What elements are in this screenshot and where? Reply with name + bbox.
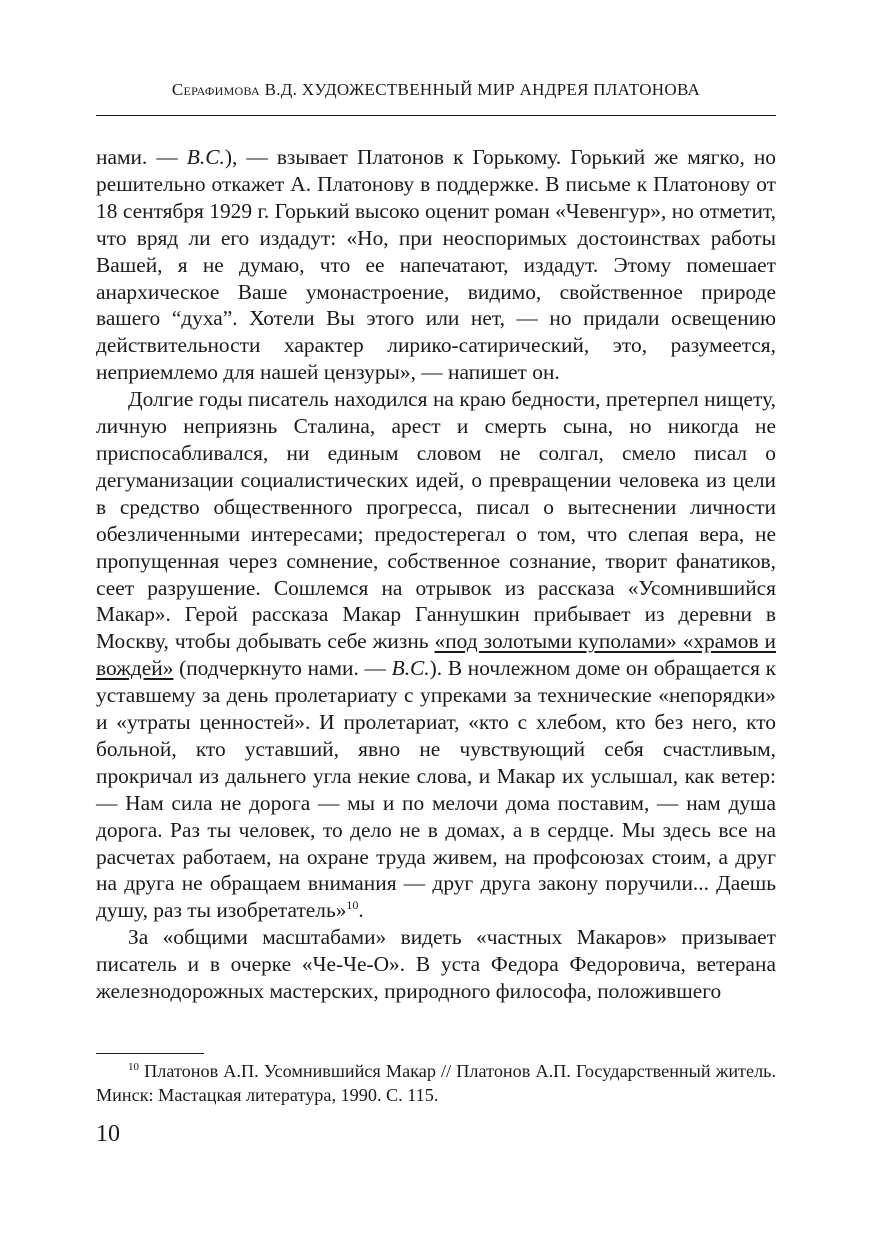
- header-title: В.Д. ХУДОЖЕСТВЕННЫЙ МИР АНДРЕЯ ПЛАТОНОВА: [264, 80, 701, 99]
- paragraph-2-part: ). В ночлежном доме он обращается к уставшему за день пролетариату с упреками за технические «непорядки» и «утраты ценностей». И пролетариат, «кто с хлебом, кто без него, кто больной, кто уставший, явно не чувствующий себя счастливым, прокричал из дальнего угла некие слова, и Макар их услышал, как ветер: — Нам сила не дорога — мы и по мелочи дома поставим, — нам душа дорога. Раз ты человек, то дело не в домах, а в сердце. Мы здесь все на расчетах работаем, на охране труда живем, на профсоюзах стоим, а друг на друга не обращаем внимания — друг друга закону поручили... Даешь душу, раз ты изобретатель»: [96, 656, 776, 923]
- initials-italic: В.С.: [186, 145, 225, 169]
- paragraph-1: [96, 144, 776, 386]
- header-divider: [96, 115, 776, 116]
- paragraph-3: За «общими масштабами» видеть «частных Макаров» призывает писатель и в очерке «Че-Че-О». В уста Федора Федоровича, ветерана железнодорожных мастерских, природного философа, положившего: [96, 925, 776, 1004]
- header-author: Серафимова: [171, 80, 261, 99]
- paragraph-2-part: Долгие годы писатель находился на краю бедности, претерпел нищету, личную неприязнь Сталина, арест и смерть сына, но никогда не приспосабливался, ни единым словом не солгал, смело писал о дегуманизации социалистических идей, о превращении человека из цели в средство общественного прогресса, писал о вытеснении личности обезличенными интересами; предостерегал о том, что слепая вера, не пропущенная через сомнение, собственное сознание, творит фанатиков, сеет разрушение. Сошлемся на отрывок из рассказа «Усомнившийся Макар». Герой рассказа Макар Ганнушкин прибывает из деревни в Москву, чтобы добывать себе жизнь: [96, 387, 776, 654]
- footnote-number: 10: [128, 1060, 139, 1073]
- footnote: [96, 1059, 776, 1107]
- footnote-reference[interactable]: 10: [346, 898, 359, 913]
- paragraph-1-part: нами. —: [96, 145, 187, 169]
- paragraph-1-part: ), — взывает Платонов к Горькому. Горький же мягко, но решительно откажет А. Платонову в поддержке. В письме к Платонову от 18 сентября 1929 г. Горький высоко оценит роман «Чевенгур», но отметит, что вряд ли его издадут: «Но, при неоспоримых достоинствах работы Вашей, я не думаю, что ее напечатают, издадут. Этому помешает анархическое Ваше умонастроение, видимо, свойственное природе вашего “духа”. Хотели Вы этого или нет, — но придали освещению действительности характер лирико-сатирический, это, разумеется, неприемлемо для нашей цензуры», — напишет он.: [96, 145, 776, 385]
- paragraph-2: [96, 386, 776, 924]
- running-header: [96, 80, 776, 100]
- footnote-divider: [96, 1053, 204, 1054]
- underlined-quote: «под золотыми куполами» «храмов и вождей»: [96, 629, 776, 681]
- paragraph-2-part: .: [358, 898, 364, 923]
- initials-italic: В.С.: [391, 656, 430, 681]
- footnote-text: Платонов А.П. Усомнившийся Макар // Платонов А.П. Государственный житель. Минск: Мастацкая литература, 1990. С. 115.: [96, 1061, 776, 1105]
- main-text: [96, 144, 776, 1005]
- paragraph-2-part: (подчеркнуто нами. —: [173, 656, 392, 681]
- page-number: 10: [96, 1121, 120, 1147]
